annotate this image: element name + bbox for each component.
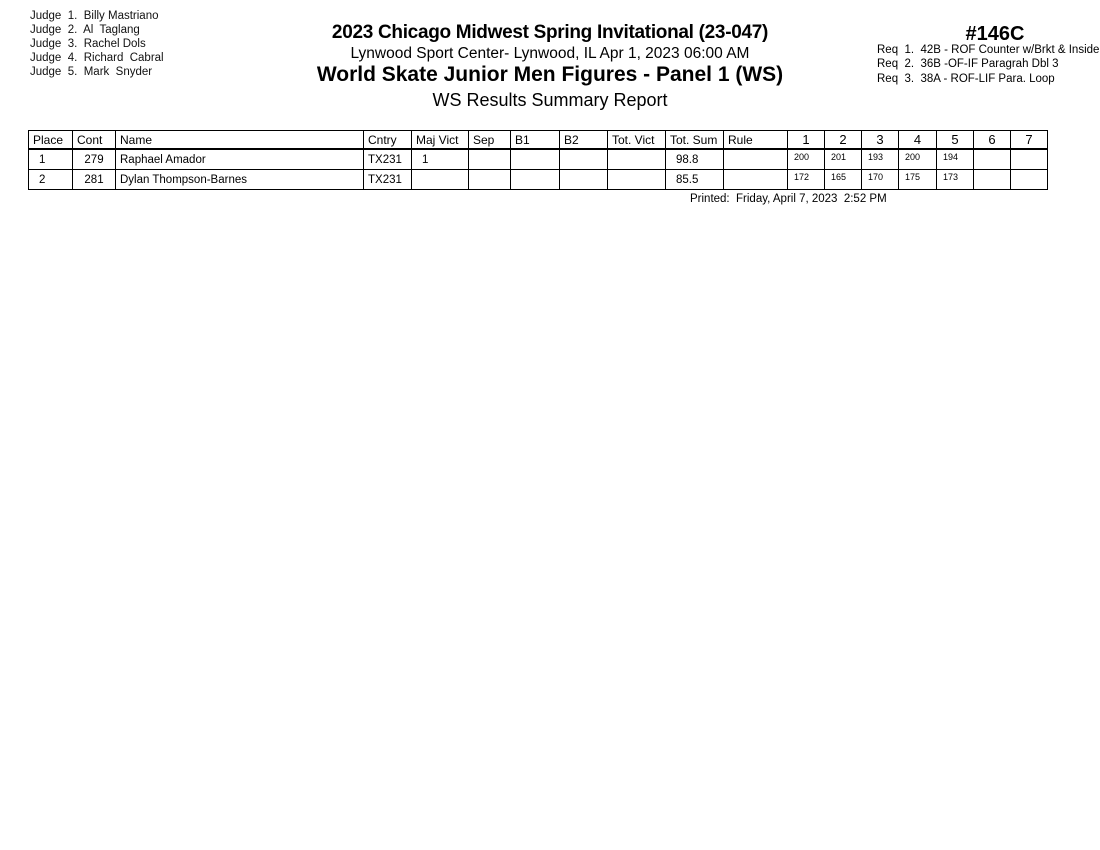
judge-row — [30, 9, 164, 23]
col-header-rule: Rule — [724, 131, 788, 150]
cell-cntry: TX231 — [364, 149, 412, 170]
cell-cont: 281 — [73, 170, 116, 190]
table-row — [29, 149, 1048, 170]
cell-place: 1 — [29, 149, 73, 170]
cell-name: Dylan Thompson-Barnes — [116, 170, 364, 190]
cell-cont: 279 — [73, 149, 116, 170]
cell-b2 — [560, 170, 608, 190]
col-header-judge-3: 3 — [862, 131, 899, 150]
col-header-judge-4: 4 — [899, 131, 937, 150]
cell-tot-sum: 98.8 — [666, 149, 724, 170]
col-header-judge-2: 2 — [825, 131, 862, 150]
cell-judge-3: 193 — [862, 149, 899, 170]
cell-tot-vict — [608, 149, 666, 170]
venue-date: Lynwood Sport Center- Lynwood, IL Apr 1, 2023 06:00 AM — [350, 45, 750, 62]
col-header-judge-5: 5 — [937, 131, 974, 150]
cell-sep — [469, 170, 511, 190]
cell-tot-vict — [608, 170, 666, 190]
cell-judge-6 — [974, 170, 1011, 190]
cell-judge-1: 200 — [788, 149, 825, 170]
col-header-tot-sum: Tot. Sum — [666, 131, 724, 150]
requirement-row — [877, 57, 1100, 71]
cell-maj-vict — [412, 170, 469, 190]
cell-judge-6 — [974, 149, 1011, 170]
cell-tot-sum: 85.5 — [666, 170, 724, 190]
judge-name: Al Taglang — [83, 24, 140, 36]
col-header-b2: B2 — [560, 131, 608, 150]
cell-judge-3: 170 — [862, 170, 899, 190]
col-header-b1: B1 — [511, 131, 560, 150]
judge-label: Judge 5. — [30, 66, 78, 78]
judge-label: Judge 1. — [30, 10, 78, 22]
requirement-label: Req 2. — [877, 58, 915, 71]
cell-judge-7 — [1011, 170, 1048, 190]
requirement-label: Req 1. — [877, 44, 915, 56]
col-header-cont: Cont — [73, 131, 116, 150]
judge-name: Richard Cabral — [83, 52, 164, 64]
printed-timestamp: Printed: Friday, April 7, 2023 2:52 PM — [690, 193, 887, 205]
cell-sep — [469, 149, 511, 170]
judge-label: Judge 4. — [30, 52, 78, 64]
requirement-row — [877, 72, 1100, 86]
col-header-judge-7: 7 — [1011, 131, 1048, 150]
report-title: WS Results Summary Report — [432, 90, 668, 110]
requirement-text: 36B -OF-IF Paragrah Dbl 3 — [920, 58, 1059, 71]
table-header-row — [29, 131, 1048, 150]
cell-b2 — [560, 149, 608, 170]
cell-judge-4: 175 — [899, 170, 937, 190]
requirement-text: 42B - ROF Counter w/Brkt & Inside — [920, 44, 1100, 56]
event-number: #146C — [965, 23, 1025, 45]
cell-rule — [724, 170, 788, 190]
judge-label: Judge 2. — [30, 24, 78, 36]
requirement-text: 38A - ROF-LIF Para. Loop — [920, 72, 1055, 85]
requirements-list — [877, 43, 1100, 86]
col-header-cntry: Cntry — [364, 131, 412, 150]
results-table — [28, 130, 1048, 190]
judge-row — [30, 51, 164, 65]
cell-judge-2: 165 — [825, 170, 862, 190]
col-header-judge-1: 1 — [788, 131, 825, 150]
event-title: World Skate Junior Men Figures - Panel 1 (WS) — [316, 63, 784, 86]
competition-title: 2023 Chicago Midwest Spring Invitational (23-047) — [331, 22, 769, 43]
cell-b1 — [511, 170, 560, 190]
col-header-place: Place — [29, 131, 73, 150]
col-header-name: Name — [116, 131, 364, 150]
cell-judge-5: 194 — [937, 149, 974, 170]
cell-judge-7 — [1011, 149, 1048, 170]
table-row — [29, 170, 1048, 190]
cell-maj-vict: 1 — [412, 149, 469, 170]
judge-name: Billy Mastriano — [83, 10, 159, 22]
col-header-tot-vict: Tot. Vict — [608, 131, 666, 150]
cell-judge-4: 200 — [899, 149, 937, 170]
cell-judge-5: 173 — [937, 170, 974, 190]
judge-name: Rachel Dols — [83, 38, 146, 50]
cell-name: Raphael Amador — [116, 149, 364, 170]
cell-judge-1: 172 — [788, 170, 825, 190]
cell-b1 — [511, 149, 560, 170]
col-header-judge-6: 6 — [974, 131, 1011, 150]
judge-row — [30, 37, 164, 51]
judges-panel-list — [30, 9, 164, 79]
requirement-label: Req 3. — [877, 72, 915, 85]
cell-place: 2 — [29, 170, 73, 190]
cell-judge-2: 201 — [825, 149, 862, 170]
judge-label: Judge 3. — [30, 38, 78, 50]
col-header-maj-vict: Maj Vict — [412, 131, 469, 150]
judge-row — [30, 23, 164, 37]
judge-row — [30, 65, 164, 79]
requirement-row — [877, 43, 1100, 57]
col-header-sep: Sep — [469, 131, 511, 150]
judge-name: Mark Snyder — [83, 66, 153, 78]
cell-rule — [724, 149, 788, 170]
cell-cntry: TX231 — [364, 170, 412, 190]
